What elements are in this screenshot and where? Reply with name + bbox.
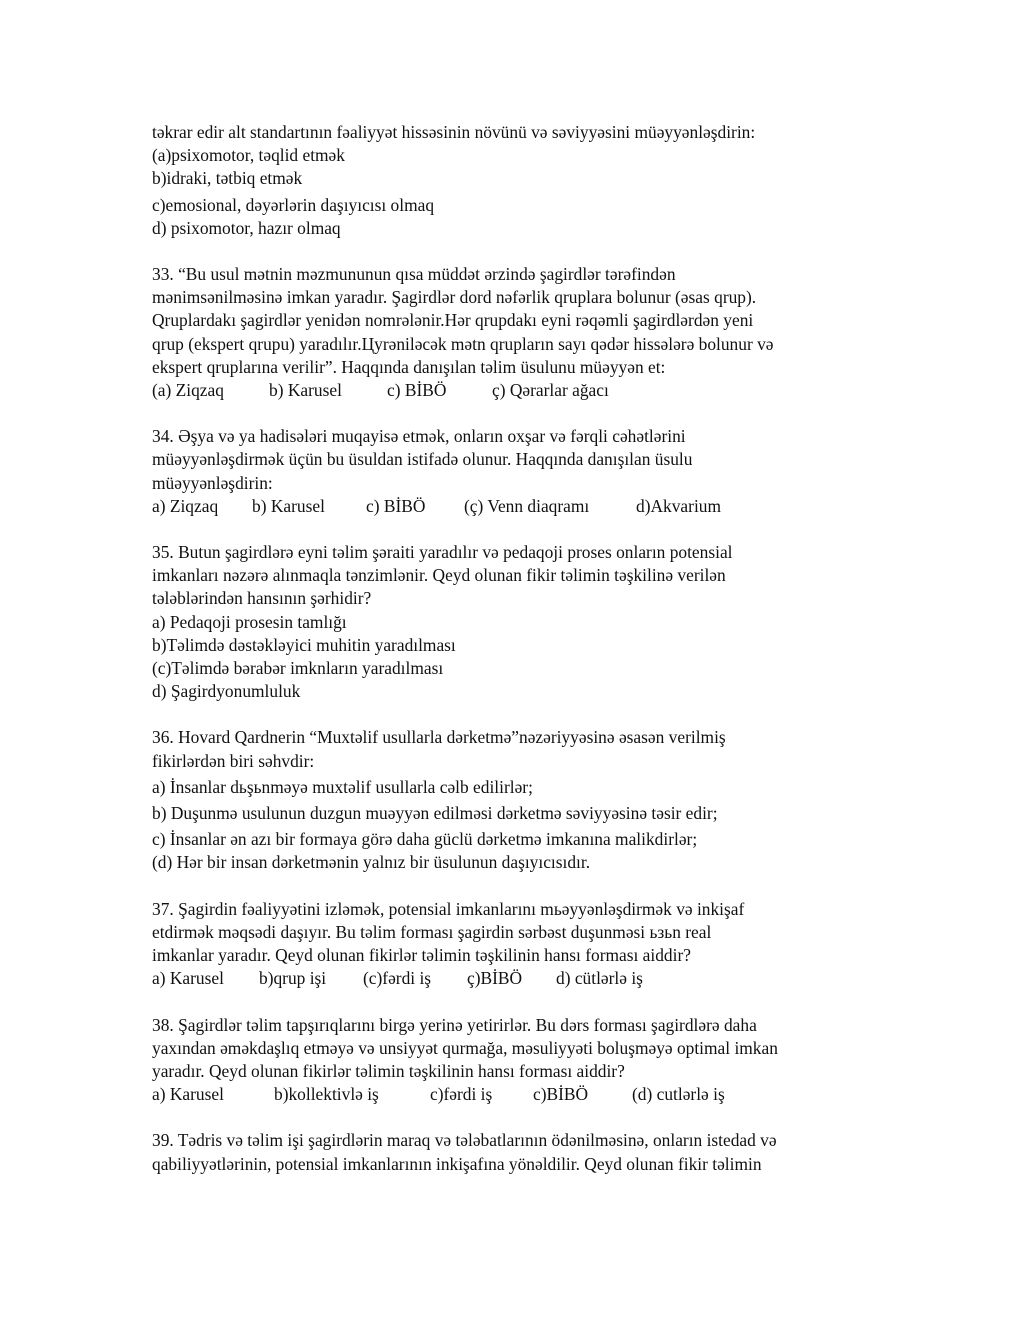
question-text: ekspert qruplarına verilir”. Haqqında danışılan təlim üsulunu müəyyən et: [152,356,666,377]
option-a: a) İnsanlar dьşьnməyə muxtəlif usullarla cəlb edilirlər; [152,776,533,797]
question-text: müəyyənləşdirmək üçün bu üsuldan istifadə olunur. Haqqında danışılan üsulu [152,449,693,470]
option-b: b)qrup işi [259,968,327,989]
option-b: b) Duşunmə usulunun duzgun muəyyən edilməsi dərketmə səviyyəsinə təsir edir; [152,803,718,824]
answer-options [152,379,892,402]
question-text: 36. Hovard Qardnerin “Muxtəlif usullarla dərketmə”nəzəriyyəsinə əsasən verilmiş [152,727,726,748]
question-34 [152,425,892,518]
option-c: c)fərdi iş [430,1084,493,1105]
option-a: (a) Ziqzaq [152,380,224,401]
option-a: a) Pedaqoji prosesin tamlığı [152,611,347,632]
question-38 [152,1014,892,1107]
option-c: (c)fərdi iş [363,968,432,989]
option-a: (a)psixomotor, təqlid etmək [152,145,345,166]
option-c: c) BİBÖ [387,380,447,401]
option-d: ç) Qərarlar ağacı [492,380,609,401]
question-35 [152,541,892,703]
option-a: a) Ziqzaq [152,495,219,516]
option-b: b) Karusel [269,380,342,401]
option-c: (c)Təlimdə bərabər imknların yaradılması [152,658,444,679]
question-text: qrup (ekspert qrupu) yaradılır.Цyrəniləcək mətn qrupların sayı qədər hissələrə bolunur və [152,333,774,354]
option-d: c)BİBÖ [533,1084,589,1105]
option-a: a) Karusel [152,968,224,989]
question-text: qabiliyyətlərinin, potensial imkanlarının inkişafına yönəldilir. Qeyd olunan fikir təlimin [152,1153,762,1174]
question-33 [152,263,892,402]
question-text: 34. Əşya və ya hadisələri muqayisə etmək, onların oxşar və fərqli cəhətlərini [152,426,686,447]
answer-options [152,495,892,518]
option-c: c) BİBÖ [366,495,426,516]
question-37 [152,898,892,991]
option-e: d)Akvarium [636,495,722,516]
option-d: (ç) Venn diaqramı [464,495,590,516]
option-b: b)Təlimdə dəstəkləyici muhitin yaradılması [152,634,456,655]
question-text: imkanları nəzərə alınmaqla tənzimlənir. Qeyd olunan fikir təlimin təşkilinə verilən [152,565,726,586]
option-b: b)idraki, tətbiq etmək [152,168,303,189]
question-text: imkanlar yaradır. Qeyd olunan fikirlər təlimin təşkilinin hansı forması aiddir? [152,945,691,966]
question-text: Qruplardakı şagirdlər yenidən nomrələnir.Hər qrupdakı eyni rəqəmli şagirdlərdən yeni [152,310,754,331]
option-d: d) Şagirdyonumluluk [152,681,301,702]
question-text: 33. “Bu usul mətnin məzmununun qısa müddət ərzində şagirdlər tərəfindən [152,264,676,285]
option-d: (d) Hər bir insan dərketmənin yalnız bir üsulunun daşıyıcısıdır. [152,852,591,873]
question-text: etdirmək məqsədi daşıyır. Bu təlim forması şagirdin sərbəst duşunməsi ьзьn real [152,921,712,942]
option-d: d) psixomotor, hazır olmaq [152,217,341,238]
question-text: 35. Butun şagirdlərə eyni təlim şəraiti yaradılır və pedaqoji proses onların potensial [152,542,733,563]
question-text: yaxından əməkdaşlıq etməyə və unsiyyət qurmağa, məsuliyyəti boluşməyə optimal imkan [152,1037,778,1058]
question-text: yaradır. Qeyd olunan fikirlər təlimin təşkilinin hansı forması aiddir? [152,1060,625,1081]
option-b: b) Karusel [252,495,325,516]
option-e: d) cütlərlə iş [556,968,643,989]
option-a: a) Karusel [152,1084,224,1105]
question-text: təkrar edir alt standartının fəaliyyət hissəsinin növünü və səviyyəsini müəyyənləşdirin: [152,122,756,142]
option-e: (d) cutlərlə iş [632,1084,725,1105]
question-text: müəyyənləşdirin: [152,472,273,493]
question-text: fikirlərdən biri səhvdir: [152,750,315,771]
question-36 [152,726,892,874]
option-d: ç)BİBÖ [467,968,523,989]
question-32 [152,121,892,240]
option-c: c)emosional, dəyərlərin daşıyıcısı olmaq [152,194,435,215]
question-text: 37. Şagirdin fəaliyyətini izləmək, potensial imkanlarını mьəyyənləşdirmək və inkişaf [152,898,745,919]
question-text: 38. Şagirdlər təlim tapşırıqlarını birgə yerinə yetirirlər. Bu dərs forması şagirdlərə daha [152,1014,757,1035]
question-text: tələblərindən hansının şərhidir? [152,588,372,609]
option-c: c) İnsanlar ən azı bir formaya görə daha güclü dərketmə imkanına malikdirlər; [152,829,698,850]
document-page [152,121,892,1176]
answer-options [152,967,892,990]
question-39 [152,1129,892,1175]
question-text: mənimsənilməsinə imkan yaradır. Şagirdlər dord nəfərlik qruplara bolunur (əsas qrup). [152,287,757,308]
option-b: b)kollektivlə iş [274,1084,379,1105]
question-text: 39. Tədris və təlim işi şagirdlərin maraq və tələbatlarının ödənilməsinə, onların istedad və [152,1130,777,1151]
answer-options [152,1083,892,1106]
